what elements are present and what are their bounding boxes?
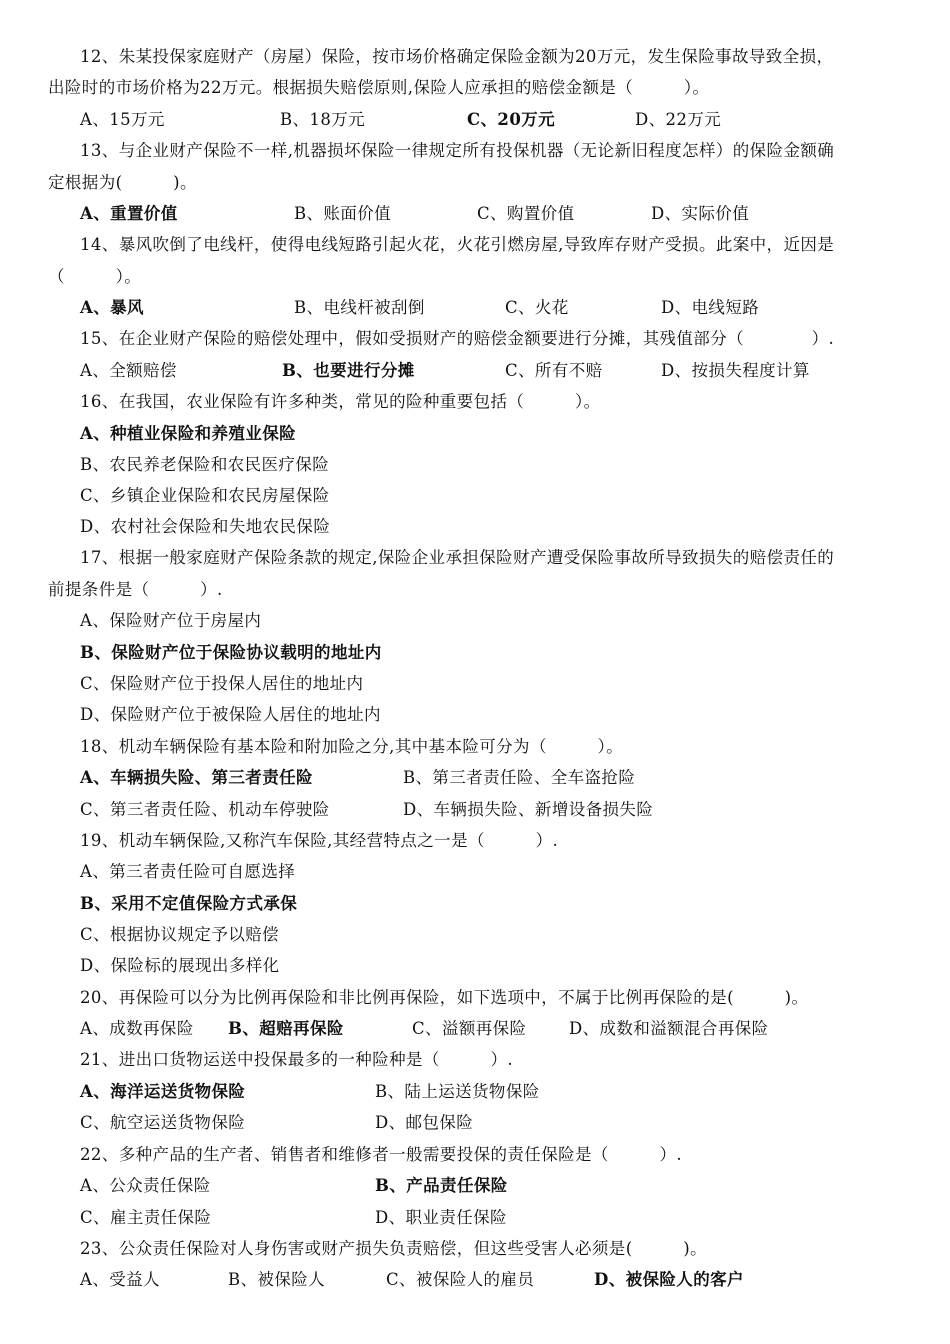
q22-option-d: D、职业责任保险	[375, 1208, 507, 1227]
q18-option-d: D、车辆损失险、新增设备损失险	[403, 800, 654, 819]
q23-option-d-answer: D、被保险人的客户	[594, 1270, 744, 1289]
q17-option-d: D、保险财产位于被保险人居住的地址内	[80, 705, 381, 724]
question-17-text: 17、根据一般家庭财产保险条款的规定,保险企业承担保险财产遭受保险事故所导致损失的赔偿责任的	[80, 548, 835, 567]
question-16-text: 16、在我国，农业保险有许多种类，常见的险种重要包括（ ）。	[80, 392, 601, 411]
q13-option-c: C、购置价值	[477, 204, 575, 223]
q16-option-b: B、农民养老保险和农民医疗保险	[80, 455, 330, 474]
q16-option-a-answer: A、种植业保险和养殖业保险	[80, 424, 297, 443]
question-12-text: 12、朱某投保家庭财产（房屋）保险，按市场价格确定保险金额为20万元，发生保险事故导致全损，	[80, 47, 834, 66]
q17-option-b-answer: B、保险财产位于保险协议载明的地址内	[80, 643, 382, 662]
q20-option-d: D、成数和溢额混合再保险	[569, 1019, 769, 1038]
q19-option-b-answer: B、采用不定值保险方式承保	[80, 894, 298, 913]
q22-option-b-answer: B、产品责任保险	[375, 1176, 508, 1195]
q19-option-c: C、根据协议规定予以赔偿	[80, 925, 279, 944]
q20-option-c: C、溢额再保险	[412, 1019, 527, 1038]
question-15-text: 15、在企业财产保险的赔偿处理中，假如受损财产的赔偿金额要进行分摊，其残值部分（ ）.	[80, 329, 835, 348]
q12-option-c-answer: C、20万元	[467, 110, 555, 129]
q17-option-c: C、保险财产位于投保人居住的地址内	[80, 674, 364, 693]
q18-option-c: C、第三者责任险、机动车停驶险	[80, 800, 330, 819]
question-19-text: 19、机动车辆保险,又称汽车保险,其经营特点之一是（ ）.	[80, 831, 559, 850]
q13-option-b: B、账面价值	[294, 204, 392, 223]
q13-option-d: D、实际价值	[651, 204, 750, 223]
q21-option-d: D、邮包保险	[375, 1113, 474, 1132]
q14-option-c: C、火花	[505, 298, 569, 317]
q18-option-a-answer: A、车辆损失险、第三者责任险	[80, 768, 313, 787]
q16-option-c: C、乡镇企业保险和农民房屋保险	[80, 486, 330, 505]
q20-option-a: A、成数再保险	[80, 1019, 194, 1038]
q20-option-b-answer: B、超赔再保险	[228, 1019, 344, 1038]
q12-option-a: A、15万元	[80, 110, 165, 129]
q15-option-c: C、所有不赔	[505, 361, 603, 380]
q16-option-d: D、农村社会保险和失地农民保险	[80, 517, 331, 536]
question-21-text: 21、进出口货物运送中投保最多的一种险种是（ ）.	[80, 1050, 514, 1069]
q14-option-a-answer: A、暴风	[80, 298, 144, 317]
q21-option-a-answer: A、海洋运送货物保险	[80, 1082, 246, 1101]
q12-option-b: B、18万元	[280, 110, 366, 129]
question-12-text-cont: 出险时的市场价格为22万元。根据损失赔偿原则,保险人应承担的赔偿金额是（ ）。	[48, 78, 710, 97]
question-17-text-cont: 前提条件是（ ）.	[48, 580, 223, 599]
q15-option-d: D、按损失程度计算	[661, 361, 810, 380]
q23-option-b: B、被保险人	[228, 1270, 326, 1289]
q12-option-d: D、22万元	[635, 110, 722, 129]
q14-option-d: D、电线短路	[661, 298, 760, 317]
q21-option-c: C、航空运送货物保险	[80, 1113, 246, 1132]
q22-option-c: C、雇主责任保险	[80, 1208, 212, 1227]
question-18-text: 18、机动车辆保险有基本险和附加险之分,其中基本险可分为（ ）。	[80, 737, 624, 756]
question-22-text: 22、多种产品的生产者、销售者和维修者一般需要投保的责任保险是（ ）.	[80, 1145, 683, 1164]
q19-option-a: A、第三者责任险可自愿选择	[80, 862, 296, 881]
q15-option-b-answer: B、也要进行分摊	[282, 361, 415, 380]
q23-option-a: A、受益人	[80, 1270, 160, 1289]
q21-option-b: B、陆上运送货物保险	[375, 1082, 540, 1101]
question-14-text: 14、暴风吹倒了电线杆，使得电线短路引起火花，火花引燃房屋,导致库存财产受损。此案中，近因是	[80, 235, 835, 254]
question-13-text-cont: 定根据为( )。	[48, 173, 197, 192]
q17-option-a: A、保险财产位于房屋内	[80, 611, 262, 630]
q23-option-c: C、被保险人的雇员	[386, 1270, 535, 1289]
question-20-text: 20、再保险可以分为比例再保险和非比例再保险，如下选项中，不属于比例再保险的是( )。	[80, 988, 809, 1007]
question-23-text: 23、公众责任保险对人身伤害或财产损失负责赔偿，但这些受害人必须是( )。	[80, 1239, 707, 1258]
q18-option-b: B、第三者责任险、全车盗抢险	[403, 768, 636, 787]
q15-option-a: A、全额赔偿	[80, 361, 177, 380]
question-13-text: 13、与企业财产保险不一样,机器损坏保险一律规定所有投保机器（无论新旧程度怎样）的保险金额确	[80, 141, 835, 160]
question-14-text-cont: （ ）。	[48, 267, 142, 286]
q14-option-b: B、电线杆被刮倒	[294, 298, 425, 317]
q22-option-a: A、公众责任保险	[80, 1176, 211, 1195]
q19-option-d: D、保险标的展现出多样化	[80, 956, 280, 975]
q13-option-a-answer: A、重置价值	[80, 204, 178, 223]
